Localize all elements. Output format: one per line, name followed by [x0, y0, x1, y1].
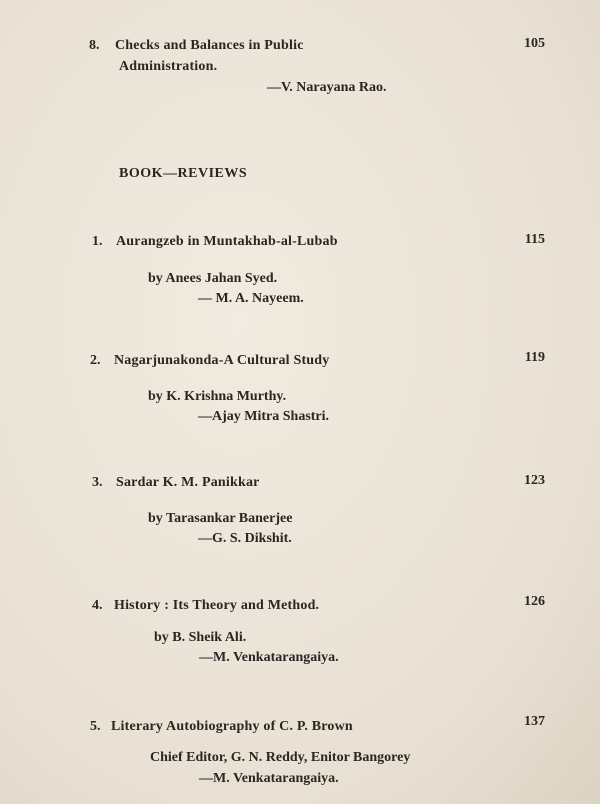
review-book-author: by K. Krishna Murthy.	[148, 389, 287, 404]
review-book-author: by B. Sheik Ali.	[154, 630, 247, 645]
review-page-number: 126	[524, 594, 545, 609]
review-reviewer: —G. S. Dikshit.	[198, 531, 292, 546]
review-reviewer: — M. A. Nayeem.	[198, 291, 304, 306]
review-reviewer: —M. Venkatarangaiya.	[199, 771, 339, 786]
review-book-author: by Anees Jahan Syed.	[148, 271, 278, 286]
review-number: 2.	[90, 353, 101, 368]
review-page-number: 137	[524, 714, 545, 729]
review-reviewer: —M. Venkatarangaiya.	[199, 650, 339, 665]
entry-title-line1: Checks and Balances in Public	[115, 38, 304, 53]
review-title: Nagarjunakonda-A Cultural Study	[114, 353, 330, 368]
review-reviewer: —Ajay Mitra Shastri.	[198, 409, 330, 424]
review-number: 4.	[92, 598, 103, 613]
review-title: Literary Autobiography of C. P. Brown	[111, 719, 353, 734]
entry-title-line2: Administration.	[119, 59, 218, 74]
review-number: 5.	[90, 719, 101, 734]
entry-page-number: 105	[524, 36, 545, 51]
entry-number: 8.	[89, 38, 100, 53]
review-page-number: 115	[524, 232, 545, 247]
review-number: 3.	[92, 475, 103, 490]
review-book-author: Chief Editor, G. N. Reddy, Enitor Bangorey	[150, 750, 411, 765]
review-page-number: 123	[524, 473, 545, 488]
section-heading-book-reviews: BOOK—REVIEWS	[119, 166, 248, 181]
entry-author: —V. Narayana Rao.	[267, 80, 387, 95]
review-number: 1.	[92, 234, 103, 249]
review-title: Aurangzeb in Muntakhab-al-Lubab	[116, 234, 338, 249]
review-title: History : Its Theory and Method.	[114, 598, 320, 613]
review-book-author: by Tarasankar Banerjee	[148, 511, 293, 526]
review-title: Sardar K. M. Panikkar	[116, 475, 260, 490]
review-page-number: 119	[524, 350, 545, 365]
